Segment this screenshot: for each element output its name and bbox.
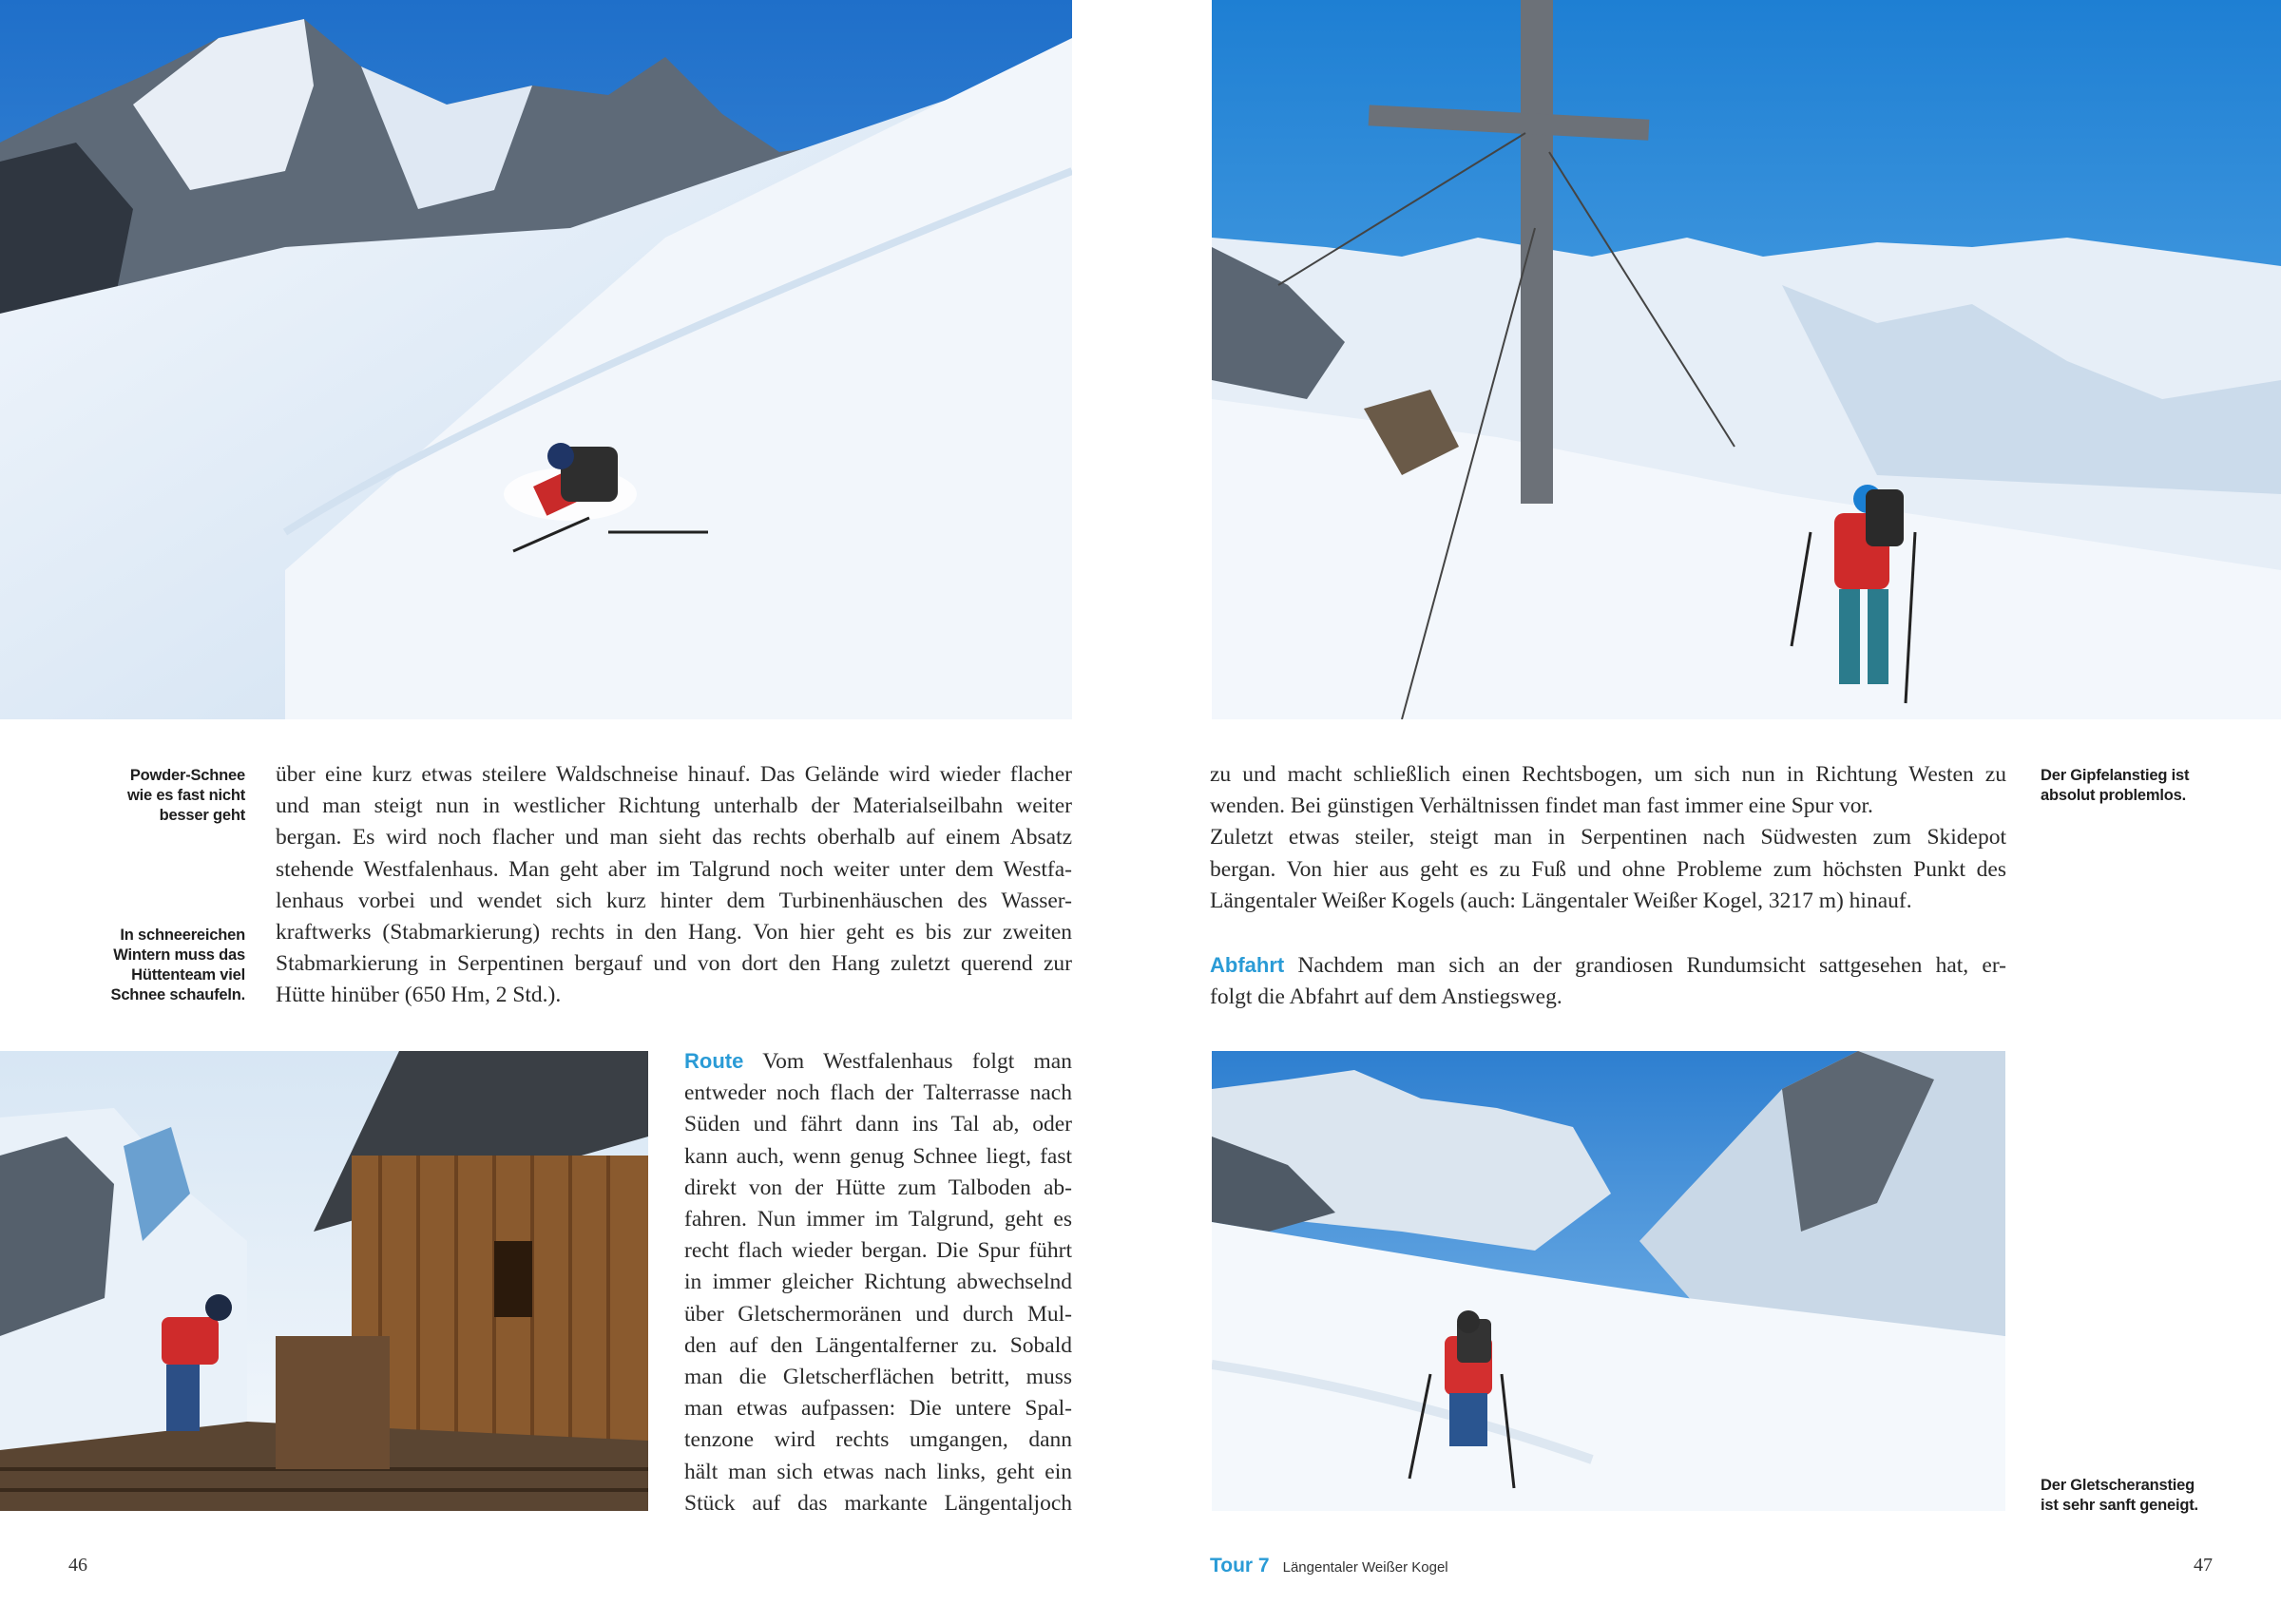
caption-winter: In schneereichen Wintern muss das Hüttenteam viel Schnee schaufeln. (110, 927, 245, 1003)
route-keyword: Route (684, 1049, 744, 1073)
abfahrt-keyword: Abfahrt (1210, 953, 1285, 977)
tour-name: Längentaler Weißer Kogel (1282, 1559, 1448, 1576)
photo-summit-cross (1212, 0, 2281, 719)
right-body-text: zu und macht schließlich einen Rechtsbogen, um sich nun in Richtung Westen zu wenden. Bei günstigen Verhältnissen findet man fast immer eine Spur vor. Zuletzt etwas steiler, steigt man in Serpentinen nach Südwesten zum Skidepot bergan. Von hier aus geht es zu Fuß und ohne Probleme zum höchsten Punkt des Längentaler Weißer Kogels (auch: Längentaler Weißer Kogel, 3217 m) hinauf. (1210, 762, 2006, 913)
left-body-text: über eine kurz etwas steilere Waldschneise hinauf. Das Gelände wird wieder flacher und man steigt nun in westlicher Richtung unterhalb der Materialseilbahn weiter bergan. Es wird noch flacher und man sieht das rechts oberhalb auf einem Absatz stehende Westfalenhaus. Man geht aber im Talgrund noch weiter unter dem Westfa- lenhaus vorbei und wendet sich kurz hinter dem Turbinenhäuschen des Wasser- kraftwerks (Stabmarkierung) rechts in den Hang. Von hier geht es bis zur zweiten Stabmarkierung in Serpentinen bergauf und von dort den Hang zuletzt querend zur Hütte hinüber (650 Hm, 2 Std.). (276, 762, 1072, 1008)
running-head (1210, 1555, 1448, 1577)
tour-number: Tour 7 (1210, 1555, 1270, 1576)
caption-powder: Powder-Schnee wie es fast nicht besser geht (126, 767, 245, 824)
caption-gletscher: Der Gletscheranstieg ist sehr sanft geneigt. (2041, 1477, 2198, 1514)
page-number-left: 46 (68, 1555, 87, 1576)
route-paragraph: Route Vom Westfalenhaus folgt man entweder noch flach der Talterrasse nach Süden und fährt dann ins Tal ab, oder kann auch, wenn genug Schnee liegt, fast direkt von der Hütte zum Talboden ab- fahren. Nun immer im Talgrund, geht es recht flach wieder bergan. Die Spur führt in immer gleicher Richtung abwechselnd über Gletschermoränen und durch Mul- den auf den Längentalferner zu. Sobald man die Gletscherflächen betritt, muss man etwas aufpassen: Die untere Spal- tenzone wird rechts umgangen, dann hält man sich etwas nach links, geht ein Stück auf das markante Längentaljoch (684, 1049, 1072, 1516)
page-number-right: 47 (2194, 1555, 2213, 1576)
photo-powder-skier (0, 0, 1072, 719)
photo-glacier-ascent (1212, 1051, 2005, 1511)
photo-hut (0, 1051, 648, 1511)
caption-gipfel: Der Gipfelanstieg ist absolut problemlos. (2041, 767, 2190, 804)
abfahrt-paragraph: Abfahrt Nachdem man sich an der grandiosen Rundumsicht sattgesehen hat, er- folgt die Abfahrt auf dem Anstiegsweg. (1210, 953, 2006, 1010)
